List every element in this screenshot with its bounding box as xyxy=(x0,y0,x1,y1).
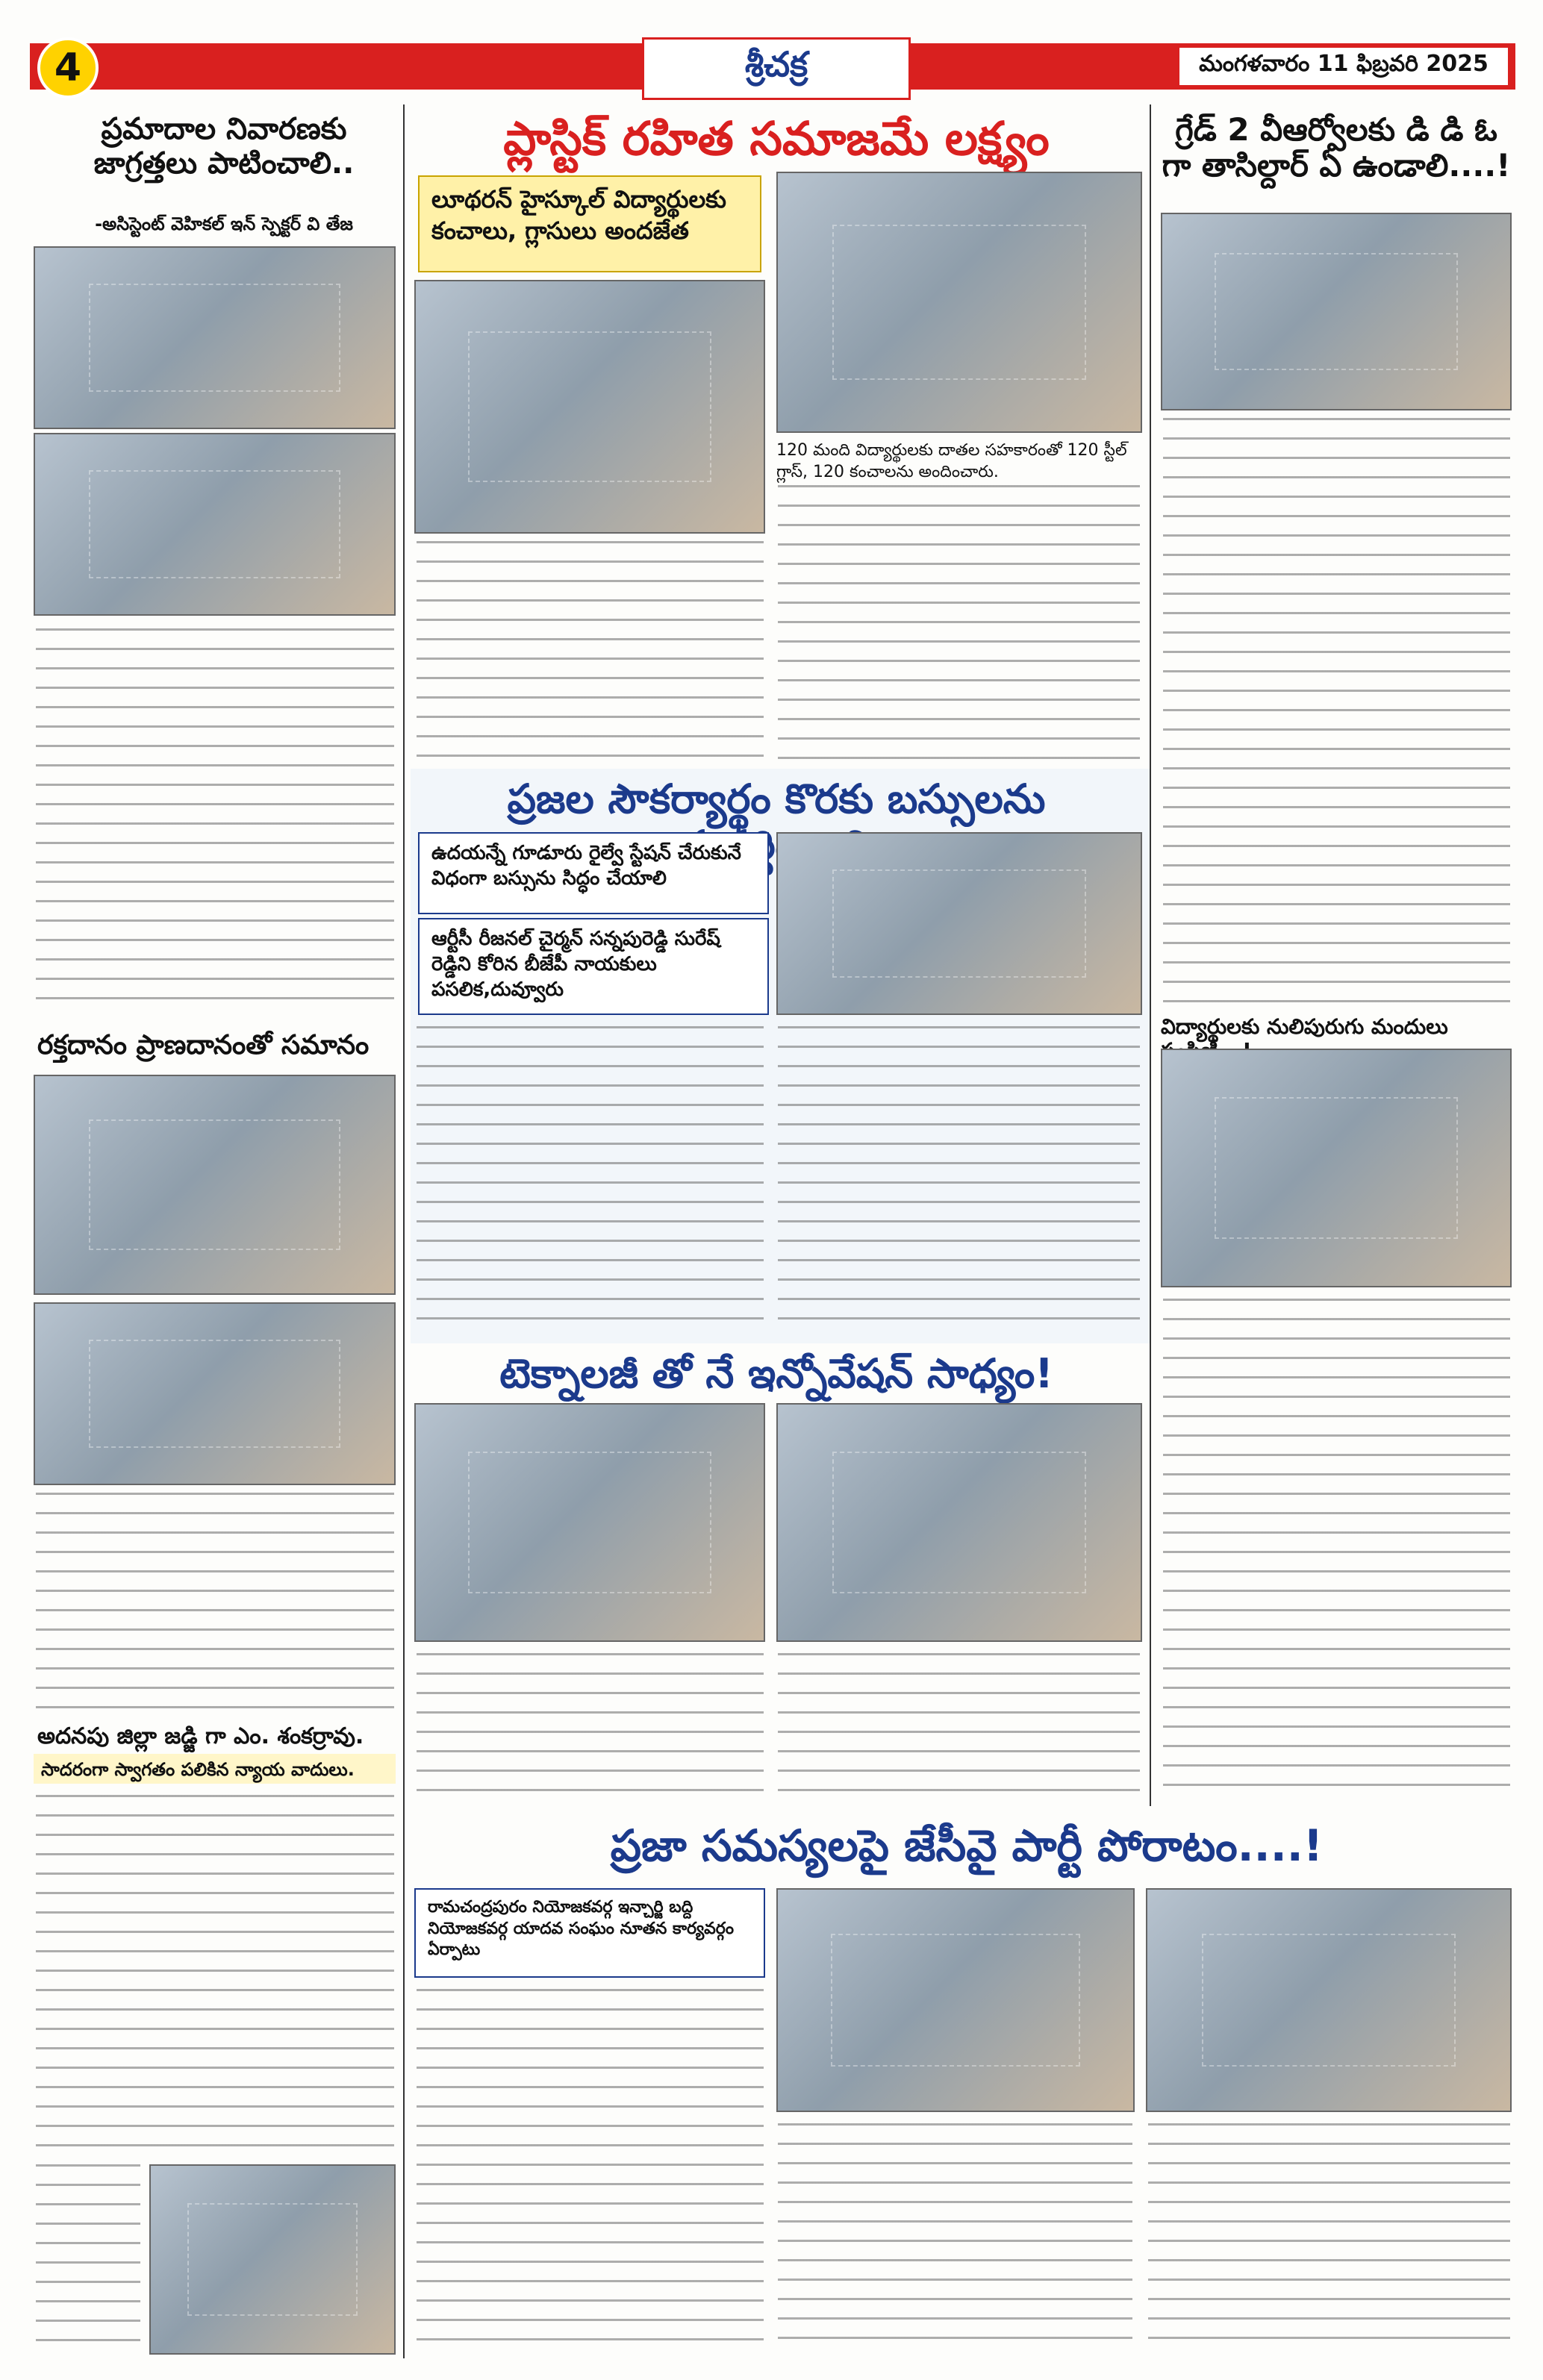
paper-logo: శ్రీచక్ర xyxy=(642,37,911,100)
judge-subhead: సాదరంగా స్వాగతం పలికిన న్యాయ వాదులు. xyxy=(41,1759,355,1780)
plastic-headline: ప్లాస్టిక్ రహిత సమాజమే లక్ష్యం xyxy=(503,111,1050,166)
vro-body-text xyxy=(1163,418,1510,1008)
masthead xyxy=(30,37,1515,100)
bus-body-text-1 xyxy=(417,1026,764,1336)
bus-body-text-2 xyxy=(778,1026,1140,1336)
ycp-body-text-3 xyxy=(1148,2123,1510,2351)
judge-body-text xyxy=(36,1795,394,2153)
plastic-photo-1 xyxy=(414,280,765,534)
column-rule-2 xyxy=(1150,104,1151,1806)
ycp-body-text-2 xyxy=(778,2123,1132,2351)
technology-headline: టెక్నాలజీ తో నే ఇన్నోవేషన్ సాధ్యం! xyxy=(499,1350,1053,1397)
bus-subhead: ఉదయన్నే గూడూరు రైల్వే స్టేషన్ చేరుకునే విధంగా బస్సును సిద్ధం చేయాలి xyxy=(418,832,769,914)
blood-donation-headline: రక్తదానం ప్రాణదానంతో సమానం xyxy=(37,1030,370,1061)
accident-body-text xyxy=(36,628,394,1009)
vro-photo xyxy=(1161,213,1512,410)
blood-donation-photo-2 xyxy=(34,1302,396,1485)
plastic-photo-2 xyxy=(776,172,1142,433)
tablets-body-text xyxy=(1163,1299,1510,1799)
ycp-headline: ప్రజా సమస్యలపై జేసీవై పార్టీ పోరాటం....! xyxy=(610,1820,1324,1871)
ycp-photo-1 xyxy=(776,1888,1135,2112)
judge-body-text-2 xyxy=(36,2164,140,2351)
ycp-photo-2 xyxy=(1146,1888,1512,2112)
accident-byline: -అసిస్టెంట్ వెహికల్ ఇన్ స్పెక్టర్ వి తేజ xyxy=(95,213,353,234)
ycp-subhead: రామచంద్రపురం నియోజకవర్గ ఇన్చార్జి బద్ది నియోజకవర్గ యాదవ సంఘం నూతన కార్యవర్గం ఏర్పాటు xyxy=(414,1888,765,1978)
technology-photo-1 xyxy=(414,1403,765,1642)
bus-photo xyxy=(776,832,1142,1015)
judge-headline: అదనపు జిల్లా జడ్జి గా ఎం. శంకర్రావు. xyxy=(37,1723,364,1749)
page-number: 4 xyxy=(37,37,99,99)
accident-photo-1 xyxy=(34,246,396,429)
plastic-body-text-1 xyxy=(417,541,764,765)
blood-donation-photo-1 xyxy=(34,1075,396,1295)
column-rule-1 xyxy=(403,104,405,2358)
plastic-body-text-2 xyxy=(778,485,1140,765)
edition-date: మంగళవారం 11 ఫిబ్రవరి 2025 xyxy=(1179,48,1508,85)
accident-photo-2 xyxy=(34,433,396,616)
technology-body-text-2 xyxy=(778,1653,1140,1802)
vro-headline: గ్రేడ్ 2 వీఆర్వోలకు డి డి ఓ గా తాసిల్దార్ ఏ ఉండాలి....! xyxy=(1162,111,1511,184)
plastic-subhead: లూథరన్ హైస్కూల్ విద్యార్థులకు కంచాలు, గ్లాసులు అందజేత xyxy=(418,175,761,272)
tablets-headline: విద్యార్థులకు నులిపురుగు మందులు xyxy=(1161,1014,1448,1039)
bus-headline: ప్రజల సౌకర్యార్థం కొరకు బస్సులను xyxy=(507,775,1046,822)
ycp-body-text-1 xyxy=(417,1989,764,2351)
technology-body-text-1 xyxy=(417,1653,764,1802)
judge-photo xyxy=(149,2164,396,2355)
blood-donation-body-text xyxy=(36,1493,394,1717)
bus-subhead-2: ఆర్టీసీ రీజనల్ చైర్మన్ సన్నపురెడ్డి సురేష్ రెడ్డిని కోరిన బీజేపీ నాయకులు పసలిక,దువ్వూరు xyxy=(418,918,769,1015)
accident-headline: ప్రమాదాల నివారణకు జాగ్రత్తలు పాటించాలి.. xyxy=(93,112,355,181)
technology-photo-2 xyxy=(776,1403,1142,1642)
tablets-photo xyxy=(1161,1049,1512,1287)
plastic-caption: 120 మంది విద్యార్థులకు దాతల సహకారంతో 120 స్టీల్ గ్లాస్, 120 కంచాలను అందించారు. xyxy=(776,441,1127,481)
